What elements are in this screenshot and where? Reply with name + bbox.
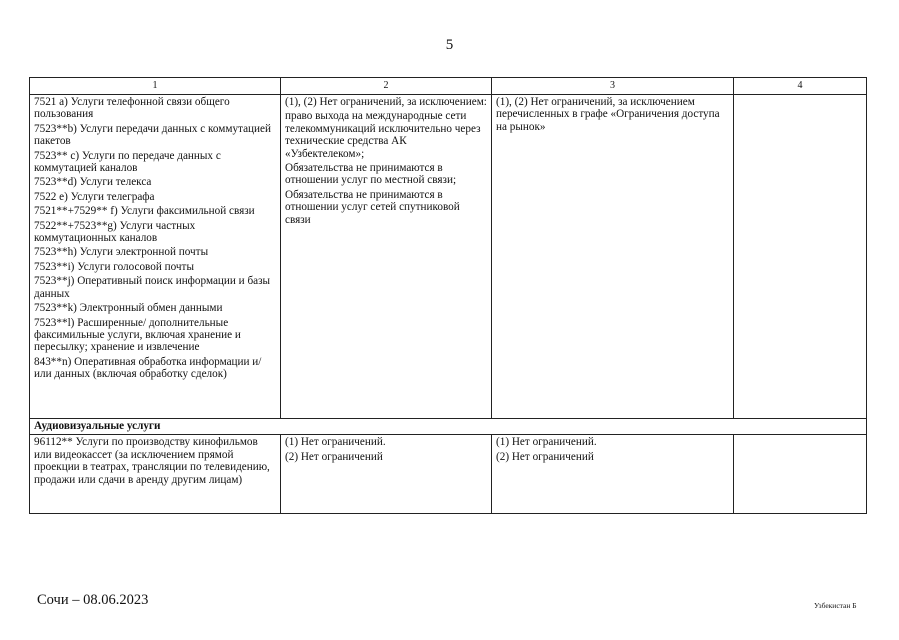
limitation-text: (1), (2) Нет ограничений, за исключением: [285,96,487,108]
service-entry: 7523**d) Услуги телекса [34,176,152,189]
service-entry: 7523**k) Электронный обмен данными [34,302,223,315]
service-entry: 7522 e) Услуги телеграфа [34,190,155,203]
service-entry: 7521 a) Услуги телефонной связи общего пользования [34,96,230,121]
header-row [30,78,867,95]
service-entry: 7523**j) Оперативный поиск информации и базы данных [34,275,271,300]
limitation-text: (1) Нет ограничений. [496,436,597,449]
services-cell [30,95,281,419]
market-access-cell [281,435,492,514]
service-entry: 7522**+7523**g) Услуги частных коммутационных каналов [34,219,196,245]
limitation-text: Обязательства не принимаются в отношении услуг по местной связи; [285,162,457,187]
additional-commitments-cell [734,95,867,419]
service-entry: 96112** Услуги по производству кинофильмов или видеокассет (за исключением прямой проекции в театрах, трансляции по телевидению, продажи или сдачи в аренду другим лицам) [34,436,270,486]
limitation-text: (1), (2) Нет ограничений, за исключением перечисленных в графе «Ограничения доступа на рынок» [496,96,720,133]
national-treatment-cell [492,435,734,514]
column-header-1: 1 [30,78,281,95]
service-entry: 7523**h) Услуги электронной почты [34,246,209,259]
section-row [30,419,867,435]
service-entry: 843**n) Оперативная обработка информации и/или данных (включая обработку сделок) [34,355,262,381]
limitation-text: (2) Нет ограничений [496,450,594,463]
limitation-text: (1) Нет ограничений. [285,436,386,449]
services-cell [30,435,281,514]
column-header-4: 4 [734,78,867,95]
section-title: Аудиовизуальные услуги [30,419,867,435]
service-entry: 7523**l) Расширенные/ дополнительные факсимильные услуги, включая хранение и пересылку; хранение и извлечение [34,316,241,354]
column-header-2: 2 [281,78,492,95]
page-number: 5 [445,37,454,53]
market-access-cell [281,95,492,419]
footer-place-date: Сочи – 08.06.2023 [37,592,149,608]
service-entry: 7523**b) Услуги передачи данных с коммутацией пакетов [34,122,271,148]
audiovisual-row [30,435,867,514]
telecom-row [30,95,867,419]
service-entry: 7521**+7529** f) Услуги факсимильной связи [34,205,255,218]
limitation-text: право выхода на международные сети телекоммуникаций исключительно через технические средства АК «Узбектелеком»; [285,110,481,160]
service-entry: 7523**i) Услуги голосовой почты [34,260,194,273]
additional-commitments-cell [734,435,867,514]
service-entry: 7523** c) Услуги по передаче данных с коммутацией каналов [34,149,221,175]
column-header-3: 3 [492,78,734,95]
national-treatment-cell [492,95,734,419]
limitation-text: (2) Нет ограничений [285,450,383,463]
footer-document-id: Узбекистан Б [814,601,857,610]
commitments-table [29,77,867,514]
limitation-text: Обязательства не принимаются в отношении услуг сетей спутниковой связи [285,188,460,226]
